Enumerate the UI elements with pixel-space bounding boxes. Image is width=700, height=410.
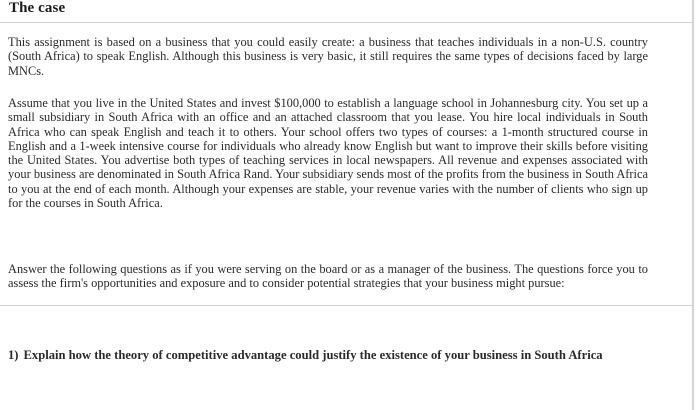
instructions-paragraph: Answer the following questions as if you were serving on the board or as a manager of the business. The questions force you to assess the firm's opportunities and exposure and to consider potential strategies that your business might pursue: — [8, 262, 648, 291]
section-divider — [0, 305, 692, 306]
title-divider — [0, 22, 692, 23]
case-title: The case — [9, 0, 66, 16]
question-item — [8, 348, 648, 363]
intro-paragraph: This assignment is based on a business that you could easily create: a business that teaches individuals in a non-U.S. country (South Africa) to speak English. Although this business is very basic, it still requires the same types of decisions faced by large MNCs. — [8, 35, 648, 78]
question-text: Explain how the theory of competitive advantage could justify the existence of your business in South Africa — [23, 348, 603, 362]
question-number: 1) — [8, 348, 19, 362]
scenario-paragraph: Assume that you live in the United States and invest $100,000 to establish a language school in Johannesburg city. You set up a small subsidiary in South Africa with an office and an attached classroom that you lease. You hire local individuals in South Africa who can speak English and teach it to others. Your school offers two types of courses: a 1-month structured course in English and a 1-week intensive course for individuals who already know English but want to improve their skills before visiting the United States. You advertise both types of teaching services in local newspapers. All revenue and expenses associated with your business are denominated in South Africa Rand. Your subsidiary sends most of the profits from the business in South Africa to you at the end of each month. Although your expenses are stable, your revenue varies with the number of clients who sign up for the courses in South Africa. — [8, 96, 648, 211]
